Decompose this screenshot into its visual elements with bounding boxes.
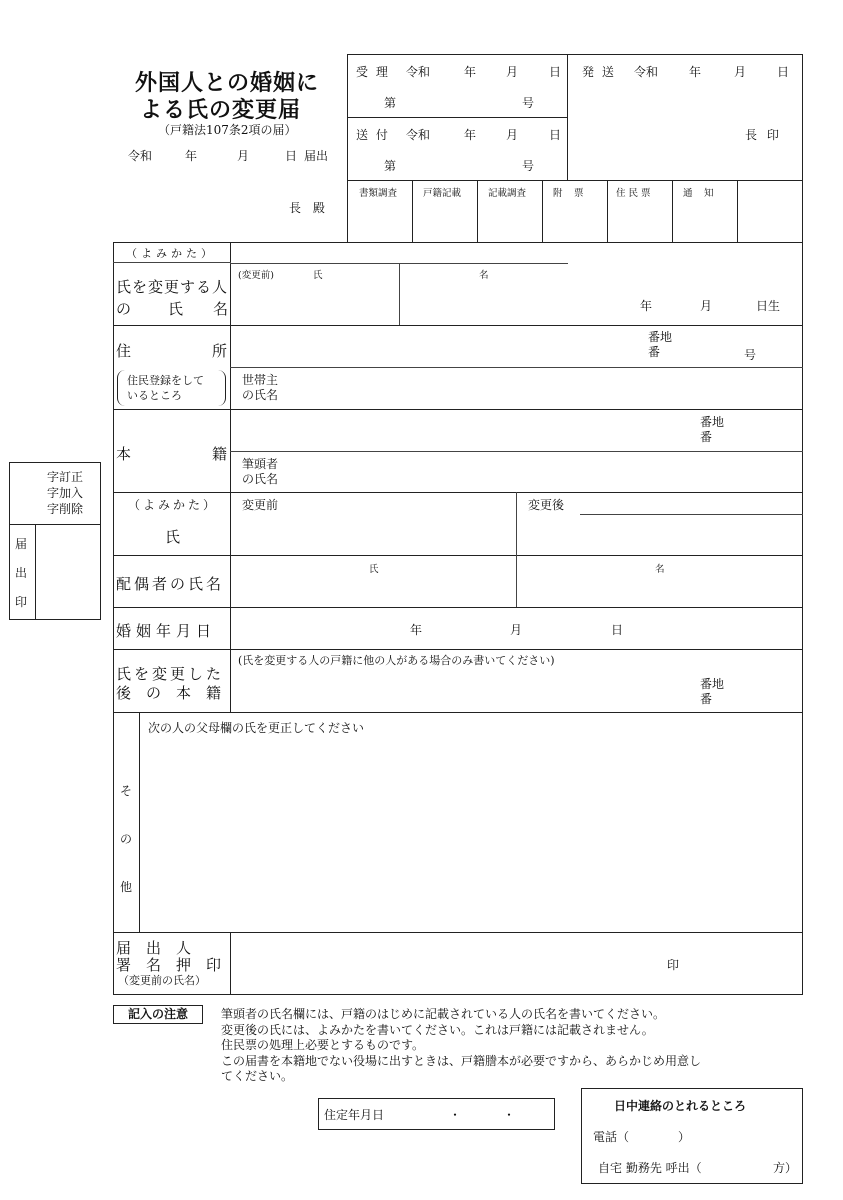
after-honseki-label-1: 氏を変更した <box>116 665 225 683</box>
after-honseki-ban-label: 番 <box>700 692 713 706</box>
surname-before-label: 変更前 <box>242 498 279 512</box>
forwarded-no-prefix: 第 <box>384 159 397 173</box>
spouse-given-field[interactable] <box>518 574 800 606</box>
spouse-label: 配偶者の氏名 <box>116 575 225 593</box>
seal-char-1: 届 <box>15 537 28 551</box>
person-label-shi: 氏 <box>168 300 184 318</box>
sent-out-label: 発 送 <box>582 65 616 79</box>
address-field[interactable] <box>232 327 632 366</box>
seal-char-2: 出 <box>15 566 28 580</box>
after-honseki-banchi-label: 番地 <box>700 677 725 691</box>
note-line-1: 筆頭者の氏名欄には、戸籍のはじめに記載されている人の氏名を書いてください。 <box>221 1007 666 1021</box>
sent-out-day-label: 日 <box>777 65 790 79</box>
note-line-3: 住民票の処理上必要とするものです。 <box>221 1038 425 1052</box>
signature-label-3: （変更前の氏名） <box>118 974 206 987</box>
contact-phone-label: 電話（ <box>593 1130 630 1144</box>
signature-label-2: 署 名 押 印 <box>116 956 222 974</box>
forwarded-month-label: 月 <box>506 128 519 142</box>
person-given-field[interactable] <box>401 280 631 324</box>
received-era: 令和 <box>406 65 431 79</box>
signature-seal-label: 印 <box>667 958 680 972</box>
marriage-day-label: 日 <box>611 623 624 637</box>
check-register-entry: 戸籍記載 <box>423 188 462 199</box>
resident-date-label: 住定年月日 <box>324 1108 385 1122</box>
signature-label-1: 届 出 人 <box>116 939 192 957</box>
person-given-label: 名 <box>479 270 489 281</box>
received-month-label: 月 <box>506 65 519 79</box>
person-birth-year-label: 年 <box>640 299 653 313</box>
signature-field[interactable] <box>232 934 652 993</box>
householder-label <box>242 373 278 403</box>
received-no-prefix: 第 <box>384 96 397 110</box>
address-banchi-label: 番地 <box>648 330 673 344</box>
seal-char-3: 印 <box>15 595 28 609</box>
family-head-line-1: 筆頭者 <box>242 457 279 471</box>
person-label-mei: 名 <box>213 300 229 318</box>
family-head-name-field[interactable] <box>300 453 800 491</box>
contact-phone-field[interactable] <box>630 1124 676 1144</box>
reg-line-1: 住民登録をして <box>127 374 204 387</box>
note-line-2: 変更後の氏には、よみかたを書いてください。これは戸籍には記載されません。 <box>221 1022 654 1037</box>
received-no-suffix: 号 <box>522 96 535 110</box>
person-birth-month-label: 月 <box>700 299 713 313</box>
spouse-surname-field[interactable] <box>232 574 514 606</box>
marriage-year-label: 年 <box>410 623 423 637</box>
honseki-banchi-label: 番地 <box>700 415 725 429</box>
resident-date-dot-1: ・ <box>449 1108 462 1122</box>
surname-after-field[interactable] <box>518 516 800 554</box>
submission-year-label: 年 <box>185 149 198 163</box>
forwarded-no-suffix: 号 <box>522 159 535 173</box>
received-day-label: 日 <box>549 65 562 79</box>
reg-line-2: いるところ <box>127 389 182 402</box>
contact-types-end: 方） <box>773 1161 798 1175</box>
after-honseki-banchi <box>700 677 724 707</box>
note-line-4: この届書を本籍地でない役場に出すときは、戸籍謄本が必要ですから、あらかじめ用意し <box>221 1053 702 1068</box>
check-document-review: 書類調査 <box>359 188 398 199</box>
form-subtitle: （戸籍法107条2項の届） <box>158 123 297 137</box>
address-label-sho: 所 <box>212 342 228 360</box>
note-line-5: てください。 <box>221 1069 294 1083</box>
address-label-ju: 住 <box>116 342 132 360</box>
other-text: 次の人の父母欄の氏を更正してください <box>148 721 365 735</box>
person-surname-label: 氏 <box>313 270 323 281</box>
submission-day-label: 日 <box>285 149 298 163</box>
check-resident-card: 住 民 票 <box>616 188 651 199</box>
other-label <box>120 767 132 911</box>
contact-types-label: 自宅 勤務先 呼出（ <box>598 1161 702 1175</box>
correction-labels <box>47 469 83 517</box>
person-before-tag: (変更前) <box>238 270 274 281</box>
correction-seal-label <box>15 530 27 617</box>
correction-line-1: 字訂正 <box>47 470 84 484</box>
address-banchi <box>648 330 672 360</box>
submission-month-label: 月 <box>237 149 250 163</box>
addressee-suffix: 長 殿 <box>289 201 329 215</box>
honseki-label-seki: 籍 <box>212 445 228 463</box>
other-char-2: の <box>120 832 133 846</box>
after-honseki-label-2: 後 の 本 籍 <box>116 684 222 702</box>
marriage-date-field[interactable] <box>232 609 800 648</box>
correction-seal-field[interactable] <box>36 525 100 619</box>
contact-caller-field[interactable] <box>735 1155 771 1175</box>
check-attached-slip: 附 票 <box>553 188 585 199</box>
check-entry-review: 記載調査 <box>488 188 527 199</box>
family-head-label <box>242 457 278 487</box>
address-ban-label: 番 <box>648 345 661 359</box>
contact-phone-end: ） <box>678 1130 691 1144</box>
notes-list <box>221 1007 701 1085</box>
office-use-box <box>347 54 803 243</box>
forwarded-day-label: 日 <box>549 128 562 142</box>
householder-line-1: 世帯主 <box>242 373 279 387</box>
form-title-line1: 外国人との婚姻に <box>135 71 320 96</box>
person-surname-field[interactable] <box>232 280 397 324</box>
marriage-label: 婚姻年月日 <box>116 622 217 640</box>
sent-out-year-label: 年 <box>689 65 702 79</box>
honseki-label-hon: 本 <box>116 445 132 463</box>
form-title-line2: よる氏の変更届 <box>140 98 302 123</box>
submission-era: 令和 <box>128 149 153 163</box>
surname-after-label: 変更後 <box>528 498 565 512</box>
received-label: 受 理 <box>356 65 390 79</box>
surname-label: 氏 <box>165 528 181 546</box>
honseki-field[interactable] <box>232 411 692 450</box>
honseki-ban-label: 番 <box>700 430 713 444</box>
person-label-line1: 氏を変更する人 <box>116 278 229 296</box>
surname-before-field[interactable] <box>232 514 514 554</box>
person-birth-day-label: 日生 <box>756 299 781 313</box>
check-notification: 通 知 <box>683 188 715 199</box>
received-year-label: 年 <box>464 65 477 79</box>
notes-heading: 記入の注意 <box>113 1005 203 1024</box>
person-reading-field[interactable] <box>232 244 800 262</box>
other-field[interactable] <box>141 738 800 930</box>
family-head-line-2: の氏名 <box>242 472 279 486</box>
other-char-1: そ <box>120 784 133 798</box>
person-label-no: の <box>116 300 132 318</box>
forwarded-era: 令和 <box>406 128 431 142</box>
resident-date-dot-2: ・ <box>503 1108 516 1122</box>
forwarded-label: 送 付 <box>356 128 390 142</box>
sent-out-era: 令和 <box>634 65 659 79</box>
person-reading-label: （よみかた） <box>126 247 216 260</box>
after-honseki-note: (氏を変更する人の戸籍に他の人がある場合のみ書いてください) <box>238 654 555 667</box>
householder-line-2: の氏名 <box>242 388 279 402</box>
sent-out-month-label: 月 <box>734 65 747 79</box>
spouse-surname-label: 氏 <box>369 564 379 575</box>
submission-suffix: 届出 <box>304 149 329 163</box>
correction-line-2: 字加入 <box>47 486 84 500</box>
householder-name-field[interactable] <box>300 369 800 408</box>
address-go-label: 号 <box>744 348 757 362</box>
marriage-month-label: 月 <box>510 623 523 637</box>
surname-reading-label: （よみかた） <box>128 498 219 512</box>
resident-registration-label <box>127 373 204 403</box>
spouse-given-label: 名 <box>655 564 665 575</box>
after-honseki-field[interactable] <box>232 668 692 710</box>
forwarded-year-label: 年 <box>464 128 477 142</box>
contact-heading: 日中連絡のとれるところ <box>614 1099 747 1113</box>
honseki-banchi <box>700 415 724 445</box>
surname-after-reading-field[interactable] <box>582 494 800 513</box>
correction-line-3: 字削除 <box>47 502 84 516</box>
chief-seal-label: 長 印 <box>745 128 782 142</box>
other-char-3: 他 <box>120 880 133 894</box>
